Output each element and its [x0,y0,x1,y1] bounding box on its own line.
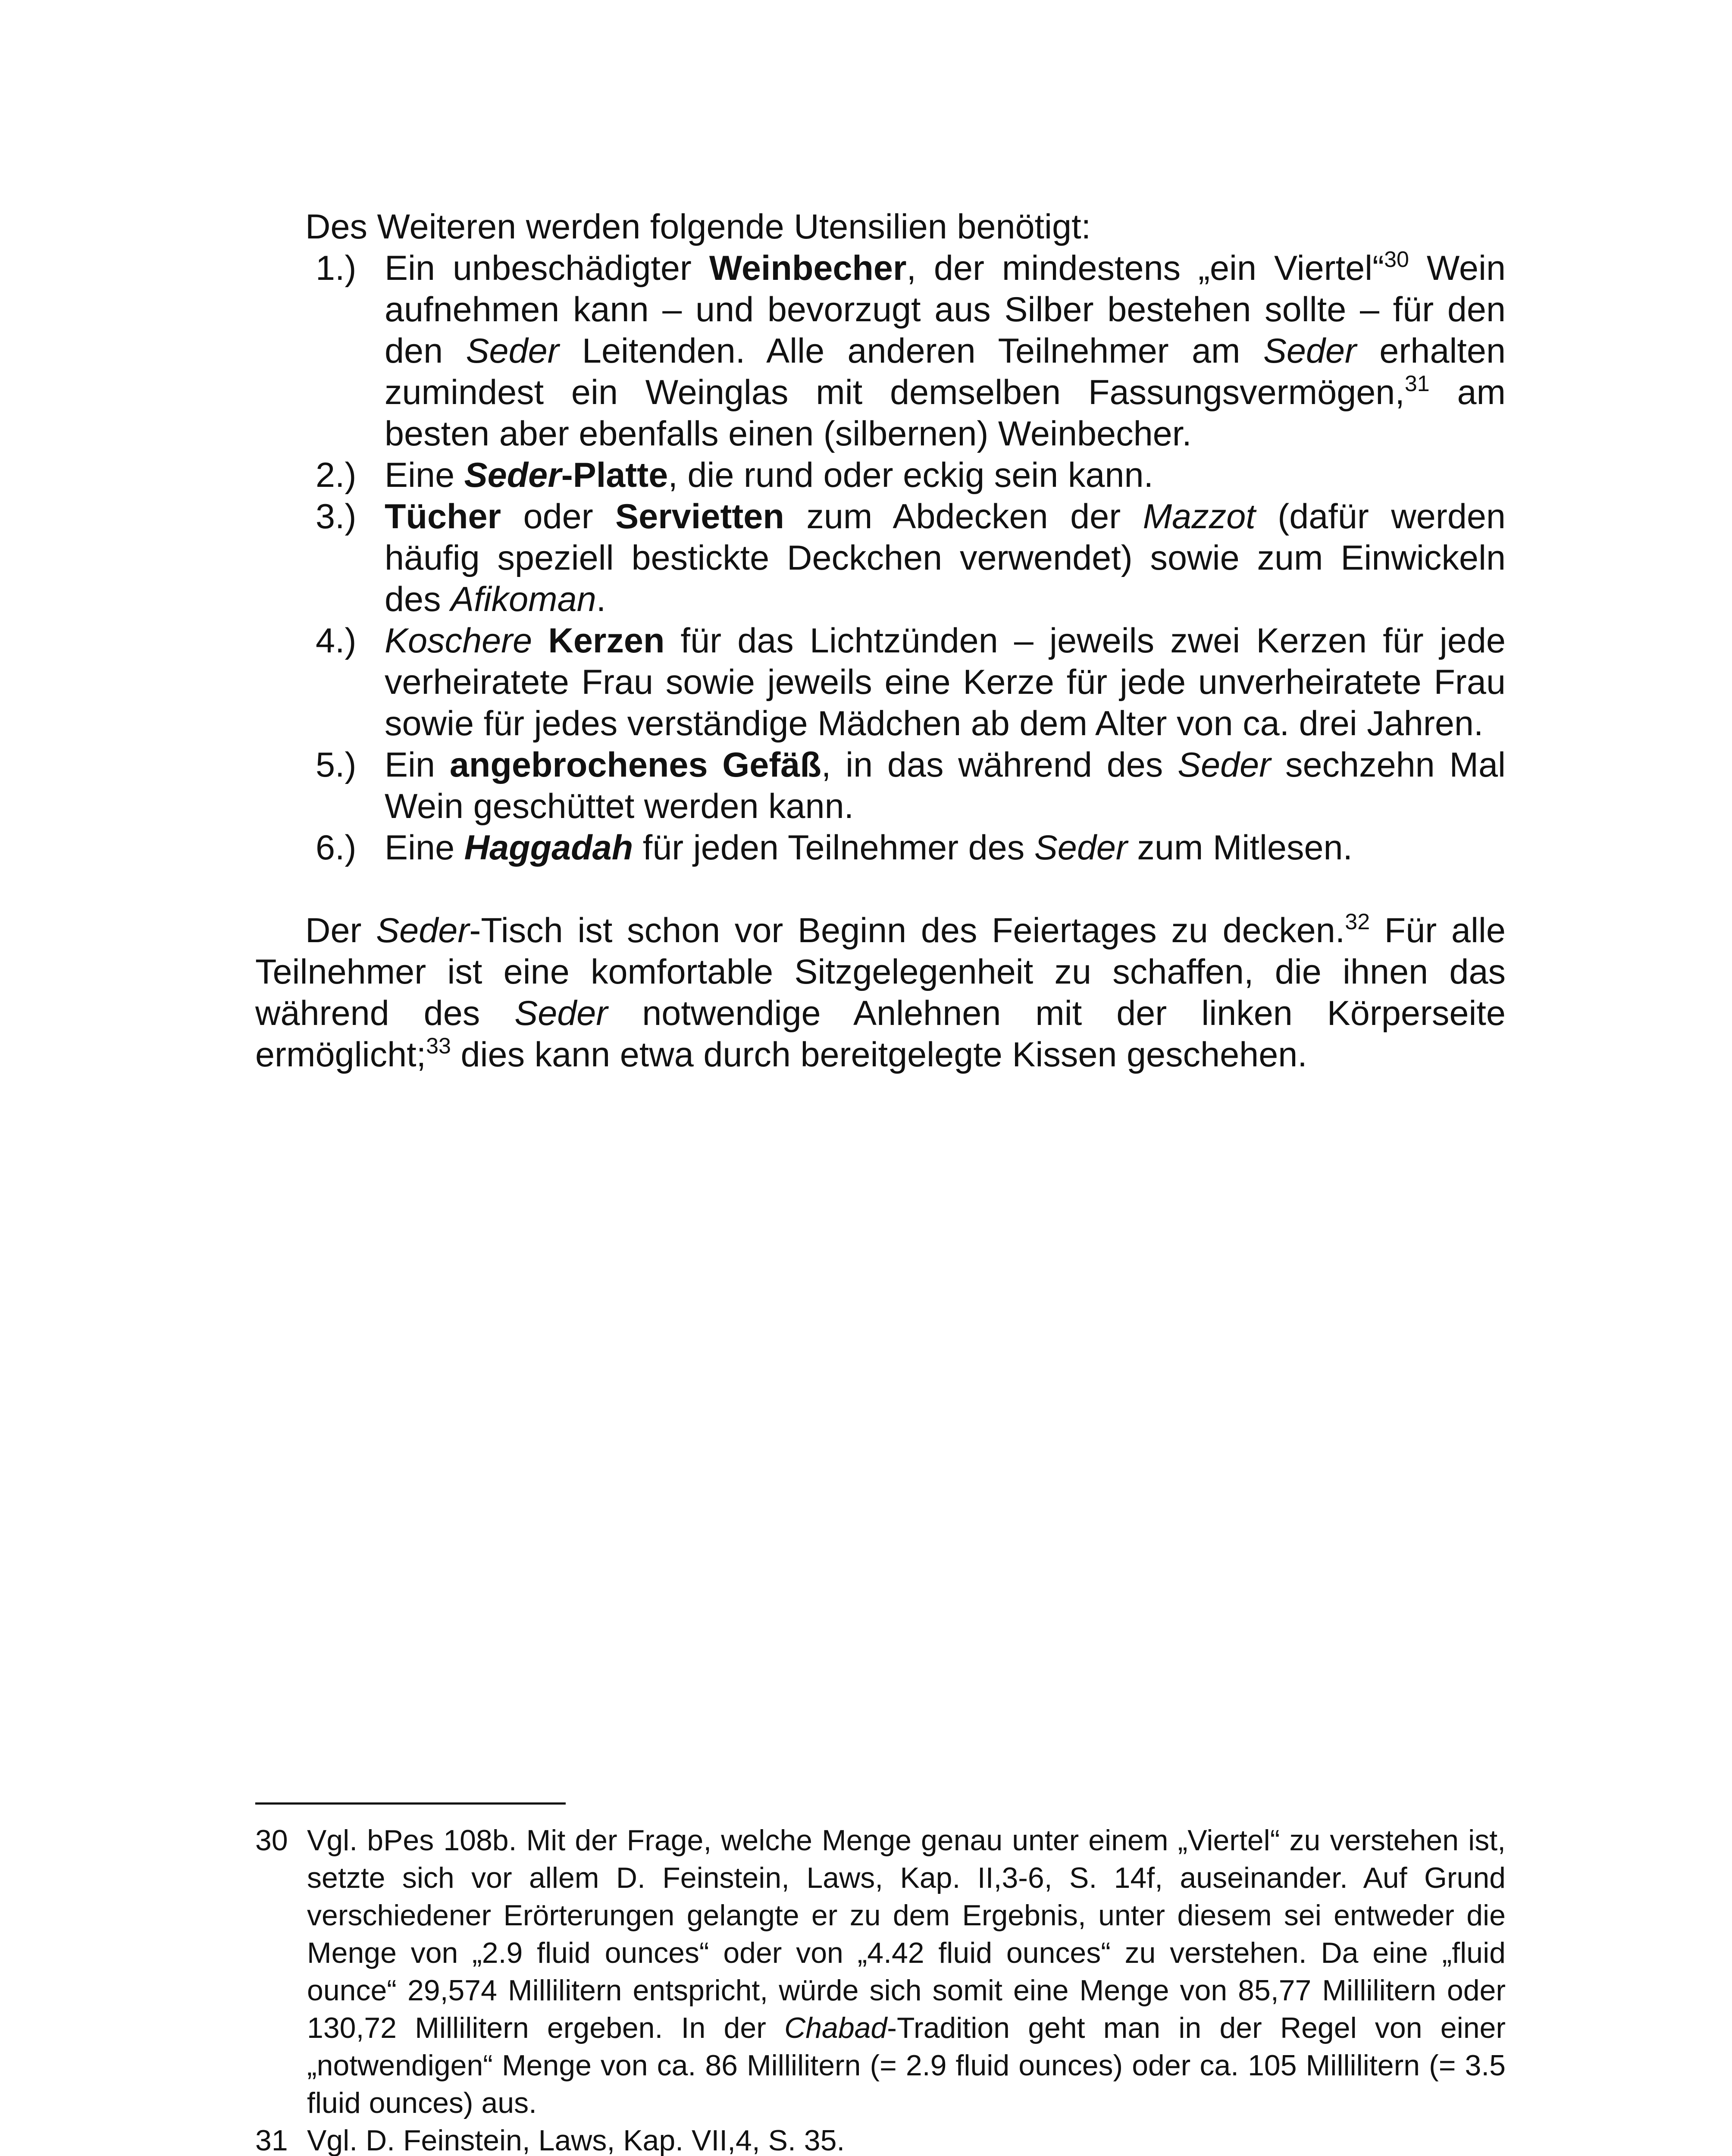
bold-italic-text: Seder [464,456,561,495]
text-run: Ein [385,746,450,784]
list-item [255,454,1506,496]
bold-text: angebrochenes Gefäß [449,746,821,784]
text-run [532,621,548,660]
italic-text: Seder [1263,332,1356,370]
text-run: , in das während des [821,746,1178,784]
text-run: erhalten zumindest ein Weinglas mit demselben Fassungsvermögen, [385,332,1506,412]
text-run: oder [501,497,616,536]
footnote [255,1822,1506,2122]
list-item-number: 3.) [316,497,357,536]
footnote [255,2122,1506,2156]
footnote-text [307,1822,1506,2122]
bold-italic-text: Haggadah [464,828,633,867]
text-run: Für alle Teilnehmer ist eine komfortable Sitzgelegenheit zu schaffen, die ihnen das während des [255,911,1506,1033]
italic-text: Afikoman [451,580,596,619]
text-run: -Tradition geht man in der Regel von einer „notwendigen“ Menge von ca. 86 Millilitern (= 2.9 fluid ounces) oder ca. 105 Millilitern (= 3.5 fluid ounces) aus. [307,2012,1506,2119]
italic-text: Koschere [385,621,532,660]
text-run: Der [305,911,376,950]
bold-text: Weinbecher [709,249,907,288]
list-item [255,248,1506,454]
italic-text: Chabad [784,2012,887,2044]
text-run: -Tisch ist schon vor Beginn des Feiertages zu decken. [469,911,1345,950]
text-run: , der mindestens „ein Viertel“ [906,249,1384,288]
bold-text: Tücher [385,497,501,536]
text-run: sechzehn Mal Wein geschüttet werden kann. [385,746,1506,826]
text-run: Vgl. bPes 108b. Mit der Frage, welche Menge genau unter einem „Viertel“ zu verstehen ist, setzte sich vor allem D. Feinstein, Laws, Kap. II,3-6, S. 14f, auseinander. Auf Grund verschiedener Erörterungen gelangte er zu dem Ergebnis, unter diesem sei entweder die Menge von „2.9 fluid ounces“ oder von „4.42 fluid ounces“ zu verstehen. Da eine „fluid ounce“ 29,574 Millilitern entspricht, würde sich somit eine Menge von 85,77 Millilitern oder 130,72 Millilitern ergeben. In der [307,1824,1506,2044]
footnote-reference: 32 [1345,909,1370,934]
bold-text: -Platte [561,456,668,495]
text-run: dies kann etwa durch bereitgelegte Kissen geschehen. [451,1035,1307,1074]
intro-line: Des Weiteren werden folgende Utensilien benötigt: [305,207,1091,246]
text-run: (dafür werden häufig speziell bestickte Deckchen verwendet) sowie zum Einwickeln des [385,497,1506,619]
list-item-text [385,746,1506,826]
text-run: . [596,580,606,619]
text-run: Vgl. D. Feinstein, Laws, Kap. VII,4, S. 35. [307,2124,845,2156]
paragraph-gap [255,868,1506,910]
list-item-number: 1.) [316,249,357,288]
italic-text: Seder [1034,828,1128,867]
text-run: für jeden Teilnehmer des [633,828,1034,867]
footnote-separator [255,1802,566,1805]
italic-text: Seder [376,911,470,950]
footnote-reference: 31 [1404,371,1430,396]
text-run: zum Mitlesen. [1127,828,1353,867]
body-paragraph [255,910,1506,1075]
italic-text: Seder [514,994,608,1033]
text-run: für das Lichtzünden – jeweils zwei Kerzen für jede verheiratete Frau sowie jeweils eine Kerze für jede unverheiratete Frau sowie für jedes verständige Mädchen ab dem Alter von ca. drei Jahren. [385,621,1506,743]
bold-text: Servietten [615,497,784,536]
list-item-text [385,249,1506,453]
text-run: Eine [385,828,464,867]
list-item [255,744,1506,827]
list-item-text [385,456,1153,495]
italic-text: Seder [466,332,559,370]
list-item-number: 5.) [316,746,357,784]
list-item-text [385,828,1353,867]
text-run: Wein aufnehmen kann – und bevorzugt aus Silber bestehen sollte – für den den [385,249,1506,370]
bold-text: Kerzen [548,621,665,660]
list-item-number: 4.) [316,621,357,660]
list-item-number: 6.) [316,828,357,867]
footnote-text [307,2122,1506,2156]
text-run: am besten aber ebenfalls einen (silbernen) Weinbecher. [385,373,1506,453]
list-item [255,496,1506,620]
text-run: Eine [385,456,464,495]
italic-text: Seder [1178,746,1271,784]
main-text [255,206,1506,1075]
list-item-number: 2.) [316,456,357,495]
list-item [255,620,1506,744]
italic-text: Mazzot [1143,497,1256,536]
footnote-reference: 33 [426,1034,451,1059]
list-item [255,827,1506,868]
utensils-list [255,248,1506,868]
text-run: notwendige Anlehnen mit der linken Körperseite ermöglicht; [255,994,1506,1074]
text-run: zum Abdecken der [784,497,1143,536]
text-run: Leitenden. Alle anderen Teilnehmer am [559,332,1263,370]
footnote-reference: 30 [1384,247,1409,272]
text-run: , die rund oder eckig sein kann. [668,456,1154,495]
footnotes-section [255,1822,1506,2156]
footnote-number: 31 [255,2124,288,2156]
list-item-text [385,621,1506,743]
text-run: Ein unbeschädigter [385,249,709,288]
footnote-number: 30 [255,1824,288,1857]
list-item-text [385,497,1506,619]
